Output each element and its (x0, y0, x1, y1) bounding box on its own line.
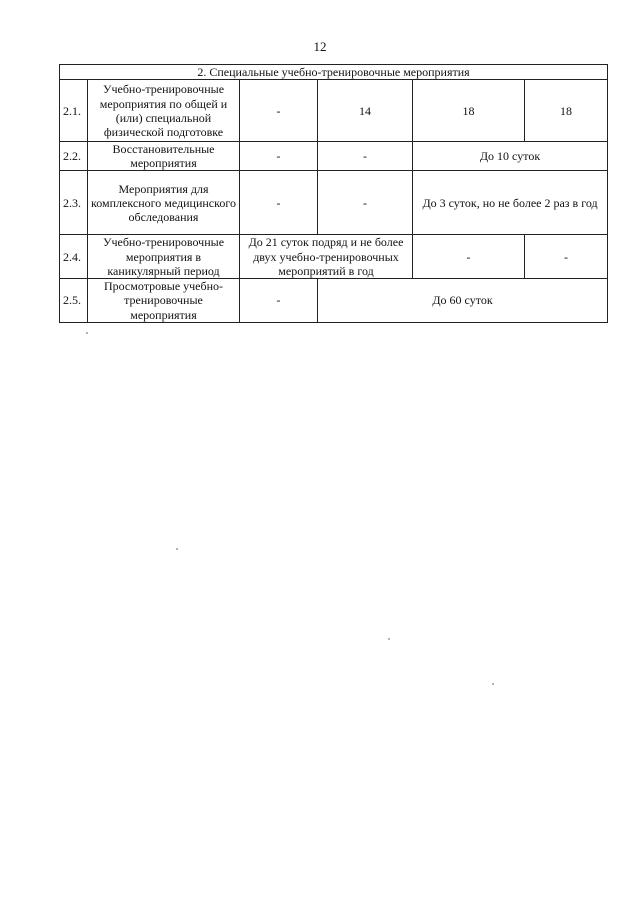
table-cell: 14 (318, 80, 413, 142)
table-row (60, 142, 608, 171)
event-name: Учебно-тренировочные мероприятия по общей и (или) специальной физической подготовке (88, 80, 240, 142)
table-row (60, 171, 608, 235)
table-row (60, 80, 608, 142)
scan-speck (388, 638, 390, 640)
table-cell: - (240, 142, 318, 171)
row-number: 2.4. (60, 235, 88, 278)
table-cell: - (413, 235, 525, 278)
scan-speck (492, 683, 494, 685)
event-name: Мероприятия для комплексного медицинского обследования (88, 171, 240, 235)
event-name: Восстановительные мероприятия (88, 142, 240, 171)
table-cell: 18 (413, 80, 525, 142)
row-number: 2.3. (60, 171, 88, 235)
section-header-row (60, 65, 608, 80)
event-name: Учебно-тренировочные мероприятия в каникулярный период (88, 235, 240, 278)
section-title: 2. Специальные учебно-тренировочные мероприятия (60, 65, 608, 80)
table-cell: - (318, 142, 413, 171)
row-number: 2.1. (60, 80, 88, 142)
table-cell: До 60 суток (318, 278, 608, 322)
table-row (60, 278, 608, 322)
table-cell: - (525, 235, 608, 278)
table-cell: - (240, 80, 318, 142)
table-cell: До 3 суток, но не более 2 раз в год (413, 171, 608, 235)
table-cell: 18 (525, 80, 608, 142)
table-cell: До 10 суток (413, 142, 608, 171)
table-cell: До 21 суток подряд и не более двух учебно-тренировочных мероприятий в год (240, 235, 413, 278)
table-cell: - (240, 278, 318, 322)
table-row (60, 235, 608, 278)
row-number: 2.2. (60, 142, 88, 171)
scan-speck (86, 332, 88, 334)
training-events-table (59, 64, 608, 323)
table-cell: - (318, 171, 413, 235)
page-number: 12 (313, 39, 327, 54)
table-cell: - (240, 171, 318, 235)
event-name: Просмотровые учебно-тренировочные мероприятия (88, 278, 240, 322)
scan-speck (176, 548, 178, 550)
row-number: 2.5. (60, 278, 88, 322)
